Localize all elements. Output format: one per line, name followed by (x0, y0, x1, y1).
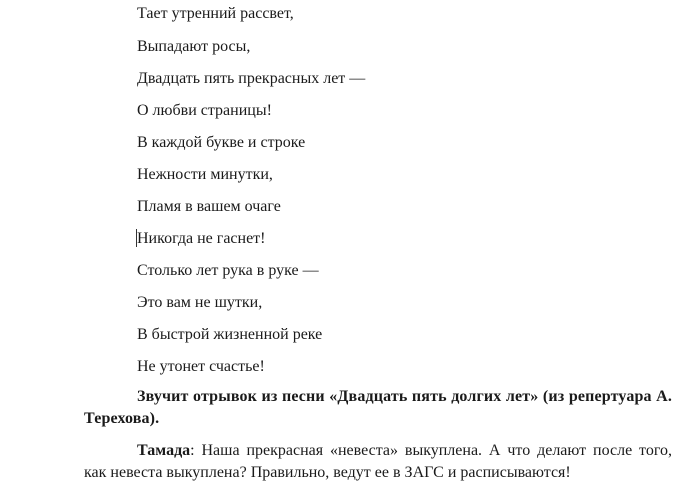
speech-paragraph (84, 440, 672, 484)
verse-line-10: Это вам не шутки, (137, 294, 263, 311)
verse-line-8: Никогда не гаснет! (137, 230, 266, 247)
speaker-name: Тамада (137, 442, 191, 459)
verse-line-1: Тает утренний рассвет, (137, 5, 294, 22)
verse-line-7: Пламя в вашем очаге (137, 198, 281, 215)
verse-line-9: Столько лет рука в руке — (137, 262, 319, 279)
verse-line-3: Двадцать пять прекрасных лет — (137, 70, 366, 87)
text-cursor (136, 229, 137, 247)
verse-line-6: Нежности минутки, (137, 166, 273, 183)
verse-line-5: В каждой букве и строке (137, 134, 306, 151)
stage-direction: Звучит отрывок из песни «Двадцать пять долгих лет» (из репертуара А. Терехова). (84, 388, 672, 427)
verse-line-12: Не утонет счастье! (137, 358, 265, 375)
speech-text: : Наша прекрасная «невеста» выкуплена. А что делают после того, как невеста выкуплена? Правильно, ведут ее в ЗАГС и расписываются! (84, 442, 672, 481)
verse-line-2: Выпадают росы, (137, 38, 251, 55)
verse-line-4: О любви страницы! (137, 102, 272, 119)
verse-line-11: В быстрой жизненной реке (137, 326, 323, 343)
